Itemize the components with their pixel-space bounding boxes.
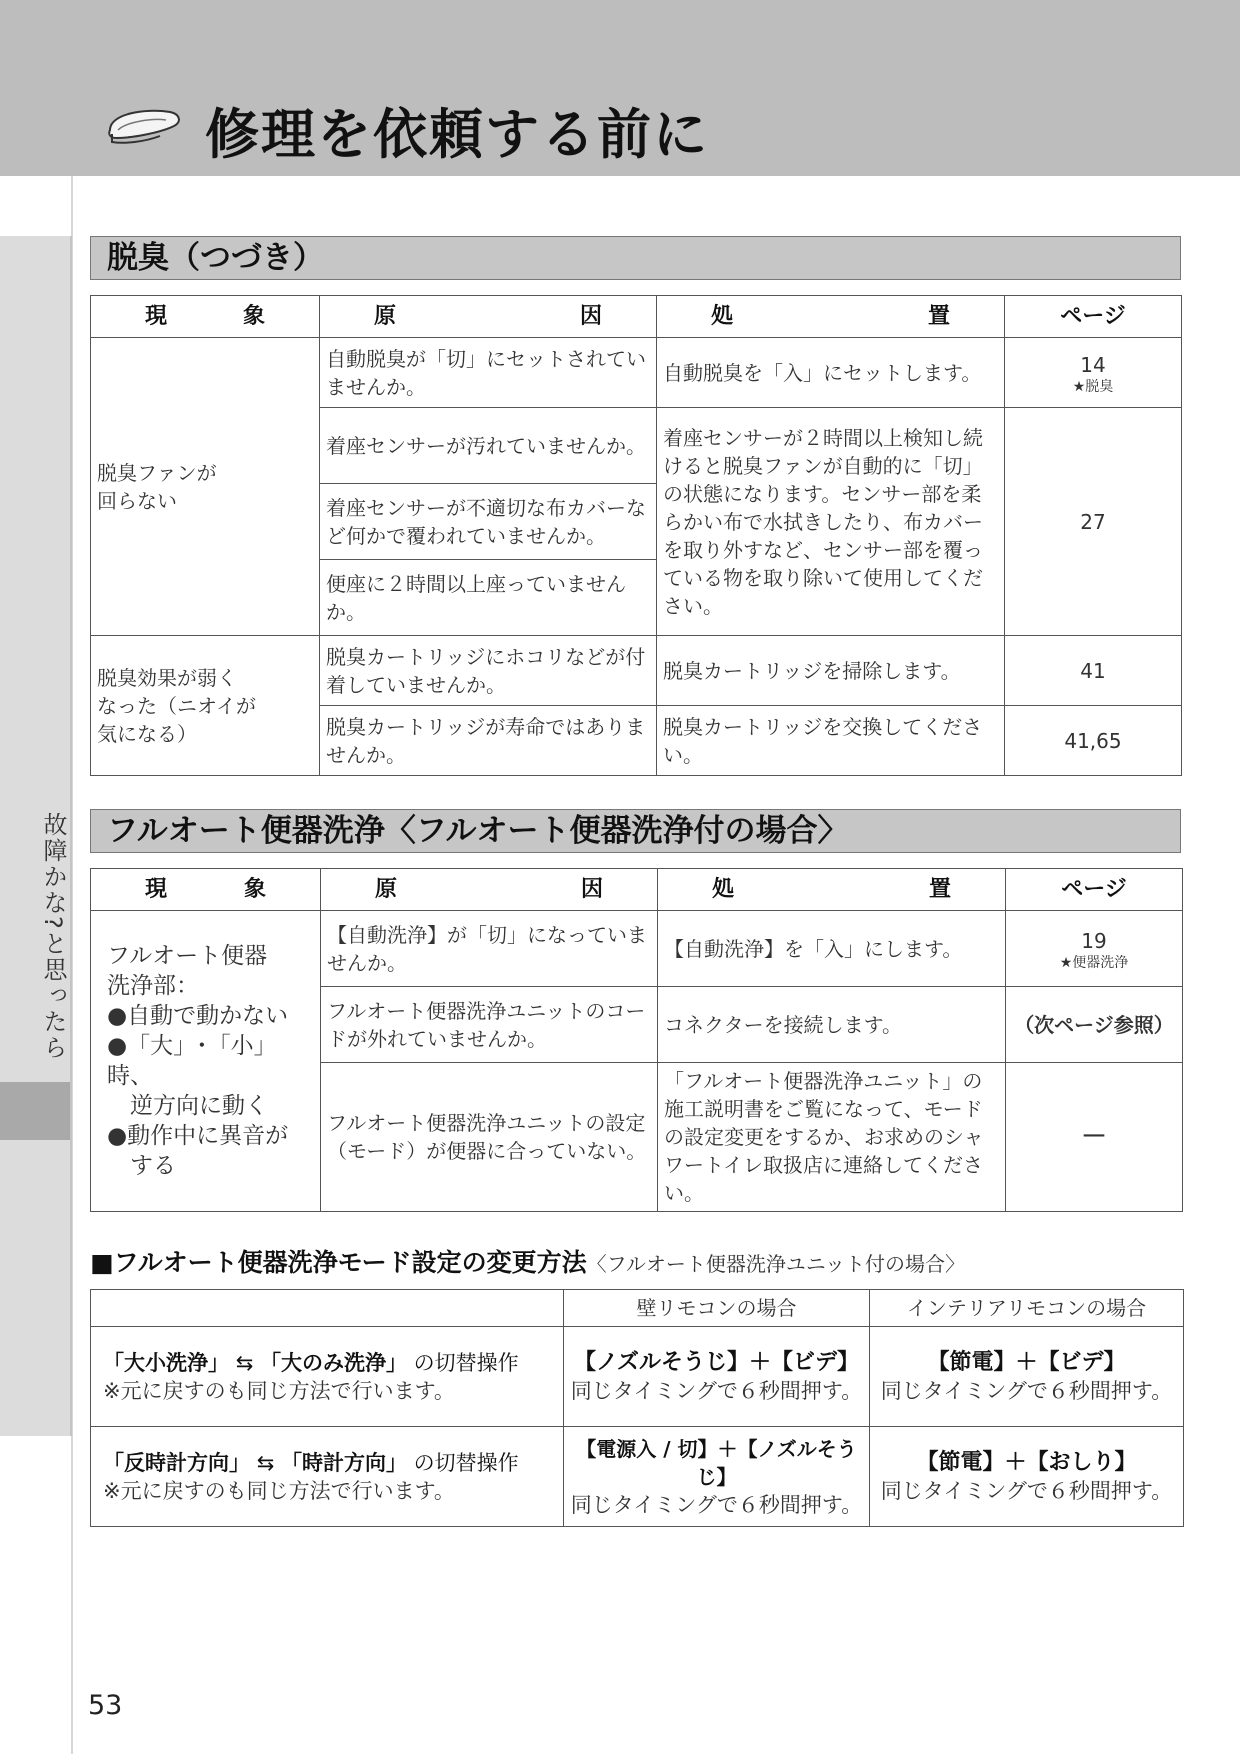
header-remedy: 処 置 [657,296,1005,338]
cause-cell: 脱臭カートリッジにホコリなどが付着していませんか。 [320,636,657,706]
deodorize-table [90,295,1182,776]
page-title: 修理を依頼する前に [205,103,709,166]
wall-remote-cell: 【電源入 / 切】＋【ノズルそうじ】 同じタイミングで６秒間押す。 [564,1427,870,1527]
interior-remote-cell: 【節電】＋【ビデ】 同じタイミングで６秒間押す。 [870,1327,1184,1427]
remedy-cell: 【自動洗浄】を「入」にします。 [658,911,1006,987]
operation-cell: 「大小洗浄」 ⇆ 「大のみ洗浄」 の切替操作 ※元に戻すのも同じ方法で行います。 [91,1327,564,1427]
cause-cell: フルオート便器洗浄ユニットのコードが外れていませんか。 [321,987,658,1063]
page-ref-cell: 41,65 [1005,706,1182,776]
page-ref-cell: 14 ★脱臭 [1005,338,1182,408]
cause-cell: 【自動洗浄】が「切」になっていませんか。 [321,911,658,987]
header-symptom: 現 象 [91,296,320,338]
side-index-marker [0,1082,70,1140]
remedy-cell: 自動脱臭を「入」にセットします。 [657,338,1005,408]
page-ref-cell: － [1006,1063,1183,1212]
symptom-auto-flush: フルオート便器 洗浄部： ●自動で動かない ●「大」･「小」時、 逆方向に動く ●動作中に異音が する [91,911,321,1212]
remedy-cell: 着座センサーが２時間以上検知し続けると脱臭ファンが自動的に「切」の状態になります。センサー部を柔らかい布で水拭きしたり、布カバーを取り外すなど、センサー部を覆っている物を取り除いて使用してください。 [657,408,1005,636]
page-ref-cell: 19 ★便器洗浄 [1006,911,1183,987]
symptom-weak-deodorize: 脱臭効果が弱く なった（ニオイが 気になる） [91,636,320,776]
swap-arrows-icon: ⇆ [235,1350,254,1375]
page-ref-cell: （次ページ参照） [1006,987,1183,1063]
section-heading-auto-flush: フルオート便器洗浄〈フルオート便器洗浄付の場合〉 [90,809,1181,853]
header-symptom: 現 象 [91,869,321,911]
header-cause: 原 因 [321,869,658,911]
mode-change-heading: ■フルオート便器洗浄モード設定の変更方法〈フルオート便器洗浄ユニット付の場合〉 [90,1248,966,1277]
cause-cell: 着座センサーが不適切な布カバーなど何かで覆われていませんか。 [320,484,657,560]
wall-remote-cell: 【ノズルそうじ】＋【ビデ】 同じタイミングで６秒間押す。 [564,1327,870,1427]
header-cause: 原 因 [320,296,657,338]
header-interior-remote: インテリアリモコンの場合 [870,1290,1184,1327]
side-index-label: 故障かな?と思ったら [39,812,67,1061]
remedy-cell: 脱臭カートリッジを交換してください。 [657,706,1005,776]
cause-cell: 自動脱臭が「切」にセットされていませんか。 [320,338,657,408]
header-remedy: 処 置 [658,869,1006,911]
auto-flush-table [90,868,1183,1212]
cause-cell: 着座センサーが汚れていませんか。 [320,408,657,484]
page-number: 53 [88,1690,123,1721]
toilet-seat-icon [104,104,184,148]
remedy-cell: コネクターを接続します。 [658,987,1006,1063]
header-wall-remote: 壁リモコンの場合 [564,1290,870,1327]
page-ref-cell: 41 [1005,636,1182,706]
cause-cell: フルオート便器洗浄ユニットの設定（モード）が便器に合っていない。 [321,1063,658,1212]
cause-cell: 脱臭カートリッジが寿命ではありませんか。 [320,706,657,776]
header-page: ページ [1006,869,1183,911]
interior-remote-cell: 【節電】＋【おしり】 同じタイミングで６秒間押す。 [870,1427,1184,1527]
page-ref-cell: 27 [1005,408,1182,636]
swap-arrows-icon: ⇆ [256,1450,275,1475]
section-heading-deodorize: 脱臭（つづき） [90,236,1181,280]
remedy-cell: 「フルオート便器洗浄ユニット」の施工説明書をご覧になって、モードの設定変更をするか、お求めのシャワートイレ取扱店に連絡してください。 [658,1063,1006,1212]
symptom-fan-not-rotating: 脱臭ファンが 回らない [91,338,320,636]
remedy-cell: 脱臭カートリッジを掃除します。 [657,636,1005,706]
operation-cell: 「反時計方向」 ⇆ 「時計方向」 の切替操作 ※元に戻すのも同じ方法で行います。 [91,1427,564,1527]
cause-cell: 便座に２時間以上座っていませんか。 [320,560,657,636]
mode-change-table [90,1289,1184,1527]
header-page: ページ [1005,296,1182,338]
header-operation [91,1290,564,1327]
